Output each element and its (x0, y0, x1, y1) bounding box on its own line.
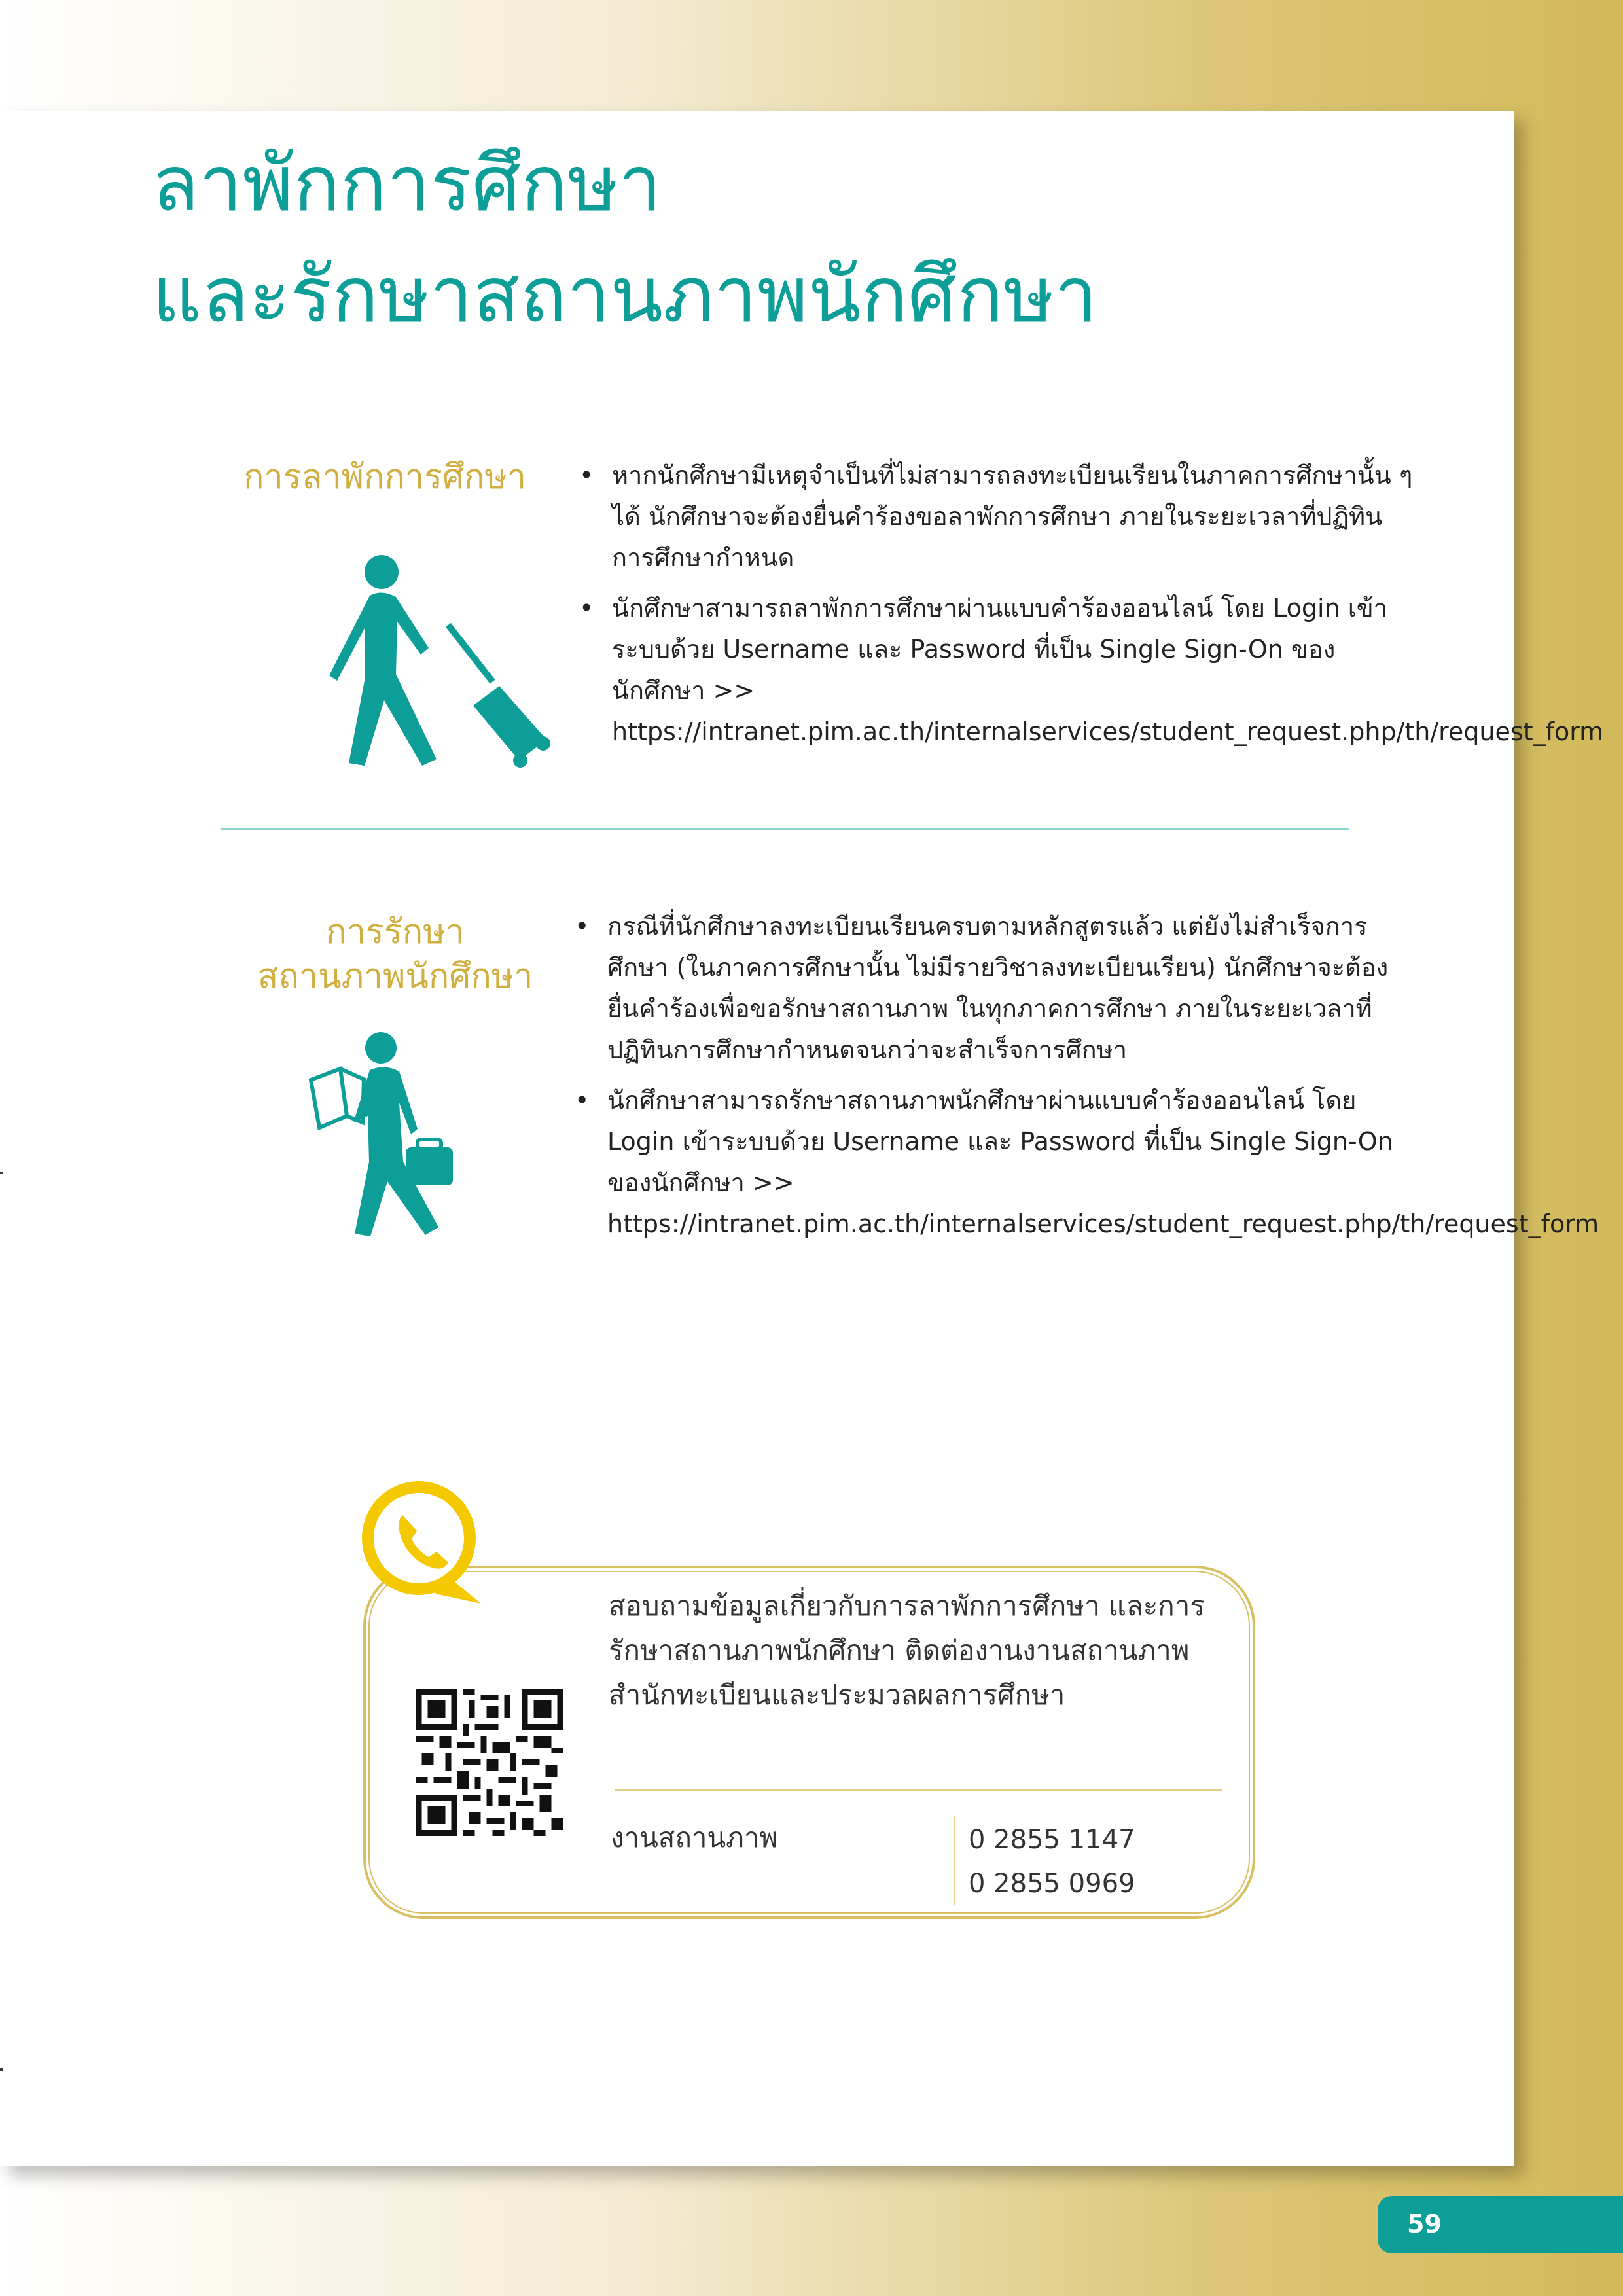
list-item: • หากนักศึกษามีเหตุจำเป็นที่ไม่สามารถลงทะเบียนเรียนในภาคการศึกษานั้น ๆ ได้ นักศึกษาจะต้องยื่นคำร้องขอลาพักการศึกษา ภายในระยะเวลาที่ปฏิทินการศึกษากำหนด (579, 455, 1423, 579)
contact-divider (615, 1789, 1222, 1791)
contact-office: งานสถานภาพ (611, 1821, 778, 1854)
page-title-line2: และรักษาสถานภาพนักศึกษา (152, 249, 1098, 340)
status-bullet-list (575, 906, 1599, 1254)
section-divider (221, 828, 1349, 830)
page-title-line1: ลาพักการศึกษา (152, 138, 662, 228)
contact-description: สอบถามข้อมูลเกี่ยวกับการลาพักการศึกษา และการรักษาสถานภาพนักศึกษา ติดต่องานงานสถานภาพ สำนักทะเบียนและประมวลผลการศึกษา (609, 1590, 1205, 1711)
contact-vertical-divider (954, 1816, 955, 1905)
contact-phones (969, 1818, 1135, 1906)
list-item: • นักศึกษาสามารถรักษาสถานภาพนักศึกษาผ่านแบบคำร้องออนไลน์ โดย Login เข้าระบบด้วย Username และ Password ที่เป็น Single Sign-On ของนักศึกษา >> https://intranet.pim.ac.th/internalservices/student_request.php/th/request_form (575, 1080, 1406, 1245)
section-heading-leave: การลาพักการศึกษา (243, 457, 527, 497)
page-number: 59 (1407, 2210, 1442, 2238)
traveler-with-luggage-icon (324, 550, 556, 772)
section-heading-status-line2: สถานภาพนักศึกษา (257, 957, 533, 996)
leave-bullet-list (579, 455, 1604, 762)
qr-code (408, 1689, 571, 1836)
section-heading-status-line1: การรักษา (326, 912, 465, 952)
phone-number-1: 0 2855 1147 (969, 1825, 1135, 1855)
student-with-book-and-briefcase-icon (308, 1031, 471, 1240)
crop-mark (0, 2068, 3, 2071)
crop-mark (0, 1172, 3, 1174)
list-item: • กรณีที่นักศึกษาลงทะเบียนเรียนครบตามหลักสูตรแล้ว แต่ยังไม่สำเร็จการศึกษา (ในภาคการศึกษานั้น ไม่มีรายวิชาลงทะเบียนเรียน) นักศึกษาจะต้องยื่นคำร้องเพื่อขอรักษาสถานภาพ ในทุกภาคการศึกษา ภายในระยะเวลาที่ปฏิทินการศึกษากำหนดจนกว่าจะสำเร็จการศึกษา (575, 906, 1406, 1071)
list-item: • นักศึกษาสามารถลาพักการศึกษาผ่านแบบคำร้องออนไลน์ โดย Login เข้าระบบด้วย Username และ Password ที่เป็น Single Sign-On ของนักศึกษา >> https://intranet.pim.ac.th/internalservices/student_request.php/th/request_form (579, 588, 1423, 753)
phone-number-2: 0 2855 0969 (969, 1869, 1135, 1899)
section-heading-status (246, 910, 544, 999)
phone-chat-bubble-icon (357, 1476, 488, 1607)
